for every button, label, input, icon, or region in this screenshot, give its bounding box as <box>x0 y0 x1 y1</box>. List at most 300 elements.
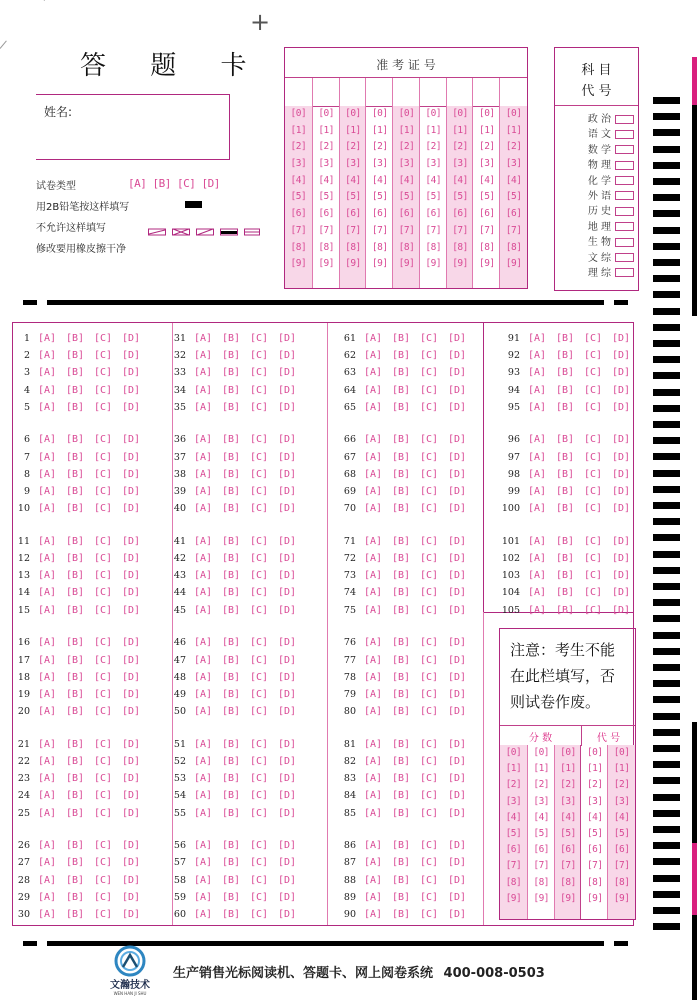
answer-bubble-d[interactable]: [D] <box>122 587 141 599</box>
answer-bubble-d[interactable]: [D] <box>278 908 297 920</box>
answer-bubble-a[interactable]: [A] <box>528 553 547 565</box>
answer-bubble-a[interactable]: [A] <box>38 434 57 446</box>
exam-id-bubble[interactable]: [9] <box>318 258 334 270</box>
answer-bubble-c[interactable]: [C] <box>94 367 113 379</box>
answer-bubble-d[interactable]: [D] <box>278 503 297 515</box>
answer-bubble-c[interactable]: [C] <box>94 486 113 497</box>
answer-bubble-c[interactable]: [C] <box>420 755 439 767</box>
answer-bubble-a[interactable]: [A] <box>194 807 213 819</box>
answer-bubble-b[interactable]: [B] <box>556 350 575 362</box>
score-bubble[interactable]: [0] <box>505 747 522 758</box>
answer-bubble-d[interactable]: [D] <box>122 401 141 413</box>
answer-bubble-d[interactable]: [D] <box>448 706 467 718</box>
exam-id-bubble[interactable]: [9] <box>398 258 415 270</box>
exam-id-bubble[interactable]: [2] <box>452 141 468 153</box>
exam-id-bubble[interactable]: [0] <box>398 108 415 119</box>
answer-bubble-d[interactable]: [D] <box>278 604 297 616</box>
answer-bubble-c[interactable]: [C] <box>94 384 113 396</box>
score-bubble[interactable]: [1] <box>505 763 522 775</box>
answer-bubble-d[interactable]: [D] <box>278 401 297 413</box>
answer-bubble-a[interactable]: [A] <box>364 401 383 413</box>
answer-bubble-b[interactable]: [B] <box>392 503 411 515</box>
exam-id-bubble[interactable]: [6] <box>425 208 442 220</box>
answer-bubble-d[interactable]: [D] <box>278 840 297 852</box>
answer-bubble-b[interactable]: [B] <box>556 468 575 480</box>
exam-id-bubble[interactable]: [2] <box>371 141 388 153</box>
answer-bubble-d[interactable]: [D] <box>278 688 297 700</box>
answer-bubble-d[interactable]: [D] <box>278 451 297 463</box>
score-bubble[interactable]: [0] <box>560 747 576 758</box>
subject-item[interactable] <box>555 266 638 281</box>
answer-bubble-d[interactable]: [D] <box>122 333 141 344</box>
answer-bubble-a[interactable]: [A] <box>38 486 57 497</box>
answer-bubble-a[interactable]: [A] <box>38 688 57 700</box>
answer-bubble-b[interactable]: [B] <box>66 468 85 480</box>
answer-bubble-b[interactable]: [B] <box>66 706 85 718</box>
answer-bubble-d[interactable]: [D] <box>448 535 467 547</box>
answer-bubble-a[interactable]: [A] <box>528 384 547 396</box>
exam-id-bubble[interactable]: [8] <box>452 241 468 253</box>
answer-bubble-b[interactable]: [B] <box>556 333 575 344</box>
exam-id-bubble[interactable]: [1] <box>290 124 307 136</box>
answer-bubble-c[interactable]: [C] <box>250 333 269 344</box>
answer-bubble-c[interactable]: [C] <box>420 451 439 463</box>
answer-bubble-b[interactable]: [B] <box>222 738 241 750</box>
exam-id-bubble[interactable]: [5] <box>505 191 522 203</box>
answer-bubble-b[interactable]: [B] <box>392 401 411 413</box>
score-bubble[interactable]: [8] <box>560 876 576 888</box>
exam-id-bubble[interactable]: [6] <box>371 208 388 220</box>
answer-bubble-a[interactable]: [A] <box>194 773 213 785</box>
answer-bubble-b[interactable]: [B] <box>222 587 241 599</box>
exam-id-bubble[interactable]: [2] <box>478 141 495 153</box>
answer-bubble-a[interactable]: [A] <box>194 367 213 379</box>
subject-bubble[interactable] <box>615 222 634 231</box>
exam-id-bubble[interactable]: [1] <box>398 124 415 136</box>
answer-bubble-c[interactable]: [C] <box>250 688 269 700</box>
answer-bubble-d[interactable]: [D] <box>278 333 297 344</box>
answer-bubble-d[interactable]: [D] <box>278 434 297 446</box>
answer-bubble-a[interactable]: [A] <box>364 891 383 903</box>
answer-bubble-c[interactable]: [C] <box>250 468 269 480</box>
answer-bubble-a[interactable]: [A] <box>38 384 57 396</box>
answer-bubble-b[interactable]: [B] <box>222 535 241 547</box>
answer-bubble-d[interactable]: [D] <box>612 553 631 565</box>
answer-bubble-c[interactable]: [C] <box>420 807 439 819</box>
answer-bubble-c[interactable]: [C] <box>94 891 113 903</box>
answer-bubble-c[interactable]: [C] <box>420 908 439 920</box>
answer-bubble-b[interactable]: [B] <box>66 773 85 785</box>
score-bubble[interactable]: [7] <box>613 860 630 872</box>
exam-id-bubble[interactable]: [9] <box>452 258 468 270</box>
answer-bubble-c[interactable]: [C] <box>420 503 439 515</box>
exam-id-bubble[interactable]: [5] <box>345 191 361 203</box>
answer-bubble-d[interactable]: [D] <box>448 688 467 700</box>
answer-bubble-d[interactable]: [D] <box>122 350 141 362</box>
exam-id-bubble[interactable]: [2] <box>290 141 307 153</box>
answer-bubble-b[interactable]: [B] <box>222 384 241 396</box>
answer-bubble-c[interactable]: [C] <box>250 637 269 649</box>
answer-bubble-a[interactable]: [A] <box>528 350 547 362</box>
answer-bubble-a[interactable]: [A] <box>364 587 383 599</box>
answer-bubble-b[interactable]: [B] <box>222 604 241 616</box>
exam-id-bubble[interactable]: [4] <box>290 174 307 186</box>
answer-bubble-c[interactable]: [C] <box>94 451 113 463</box>
answer-bubble-c[interactable]: [C] <box>94 468 113 480</box>
answer-bubble-b[interactable]: [B] <box>66 637 85 649</box>
answer-bubble-a[interactable]: [A] <box>364 738 383 750</box>
answer-bubble-b[interactable]: [B] <box>222 706 241 718</box>
answer-bubble-a[interactable]: [A] <box>194 688 213 700</box>
answer-bubble-d[interactable]: [D] <box>448 790 467 802</box>
score-bubble[interactable]: [3] <box>560 795 576 807</box>
answer-bubble-a[interactable]: [A] <box>194 908 213 920</box>
answer-bubble-c[interactable]: [C] <box>420 654 439 666</box>
score-bubble[interactable]: [4] <box>505 811 522 823</box>
answer-bubble-c[interactable]: [C] <box>94 350 113 362</box>
exam-id-bubble[interactable]: [8] <box>345 241 361 253</box>
answer-bubble-a[interactable]: [A] <box>364 367 383 379</box>
score-bubble[interactable]: [6] <box>533 844 550 856</box>
answer-bubble-a[interactable]: [A] <box>38 840 57 852</box>
answer-bubble-d[interactable]: [D] <box>448 755 467 767</box>
answer-bubble-b[interactable]: [B] <box>66 671 85 683</box>
answer-bubble-d[interactable]: [D] <box>278 637 297 649</box>
answer-bubble-a[interactable]: [A] <box>528 503 547 515</box>
answer-bubble-b[interactable]: [B] <box>556 604 575 616</box>
exam-id-bubble[interactable]: [9] <box>371 258 388 270</box>
answer-bubble-b[interactable]: [B] <box>556 587 575 599</box>
answer-bubble-b[interactable]: [B] <box>222 367 241 379</box>
answer-bubble-b[interactable]: [B] <box>556 451 575 463</box>
answer-bubble-a[interactable]: [A] <box>364 468 383 480</box>
subject-bubble[interactable] <box>615 130 634 139</box>
answer-bubble-a[interactable]: [A] <box>364 755 383 767</box>
answer-bubble-a[interactable]: [A] <box>194 891 213 903</box>
score-bubble[interactable]: [0] <box>586 747 603 758</box>
answer-bubble-c[interactable]: [C] <box>94 570 113 582</box>
answer-bubble-a[interactable]: [A] <box>38 401 57 413</box>
score-bubble[interactable]: [9] <box>505 892 522 904</box>
answer-bubble-d[interactable]: [D] <box>612 468 631 480</box>
subject-item[interactable] <box>555 127 638 142</box>
answer-bubble-a[interactable]: [A] <box>38 570 57 582</box>
score-bubble[interactable]: [9] <box>613 892 630 904</box>
answer-bubble-a[interactable]: [A] <box>38 790 57 802</box>
answer-bubble-a[interactable]: [A] <box>38 604 57 616</box>
answer-bubble-b[interactable]: [B] <box>66 755 85 767</box>
answer-bubble-a[interactable]: [A] <box>38 807 57 819</box>
answer-bubble-a[interactable]: [A] <box>38 755 57 767</box>
answer-bubble-b[interactable]: [B] <box>222 857 241 869</box>
answer-bubble-b[interactable]: [B] <box>222 570 241 582</box>
exam-id-bubble[interactable]: [1] <box>318 124 334 136</box>
answer-bubble-d[interactable]: [D] <box>612 401 631 413</box>
answer-bubble-c[interactable]: [C] <box>94 654 113 666</box>
answer-bubble-d[interactable]: [D] <box>448 807 467 819</box>
answer-bubble-c[interactable]: [C] <box>584 570 603 582</box>
answer-bubble-c[interactable]: [C] <box>94 637 113 649</box>
answer-bubble-b[interactable]: [B] <box>556 570 575 582</box>
answer-bubble-a[interactable]: [A] <box>528 468 547 480</box>
exam-id-bubble[interactable]: [7] <box>398 224 415 236</box>
answer-bubble-c[interactable]: [C] <box>584 350 603 362</box>
paper-type-b[interactable]: [B] <box>152 177 171 190</box>
answer-bubble-a[interactable]: [A] <box>38 908 57 920</box>
answer-bubble-b[interactable]: [B] <box>392 738 411 750</box>
answer-bubble-c[interactable]: [C] <box>420 486 439 497</box>
answer-bubble-d[interactable]: [D] <box>448 401 467 413</box>
answer-bubble-d[interactable]: [D] <box>122 367 141 379</box>
answer-bubble-d[interactable]: [D] <box>278 384 297 396</box>
answer-bubble-d[interactable]: [D] <box>612 535 631 547</box>
exam-id-bubble[interactable]: [1] <box>452 124 468 136</box>
answer-bubble-d[interactable]: [D] <box>278 468 297 480</box>
answer-bubble-d[interactable]: [D] <box>122 706 141 718</box>
answer-bubble-c[interactable]: [C] <box>94 553 113 565</box>
answer-bubble-d[interactable]: [D] <box>122 773 141 785</box>
exam-id-bubble[interactable]: [1] <box>425 124 442 136</box>
answer-bubble-c[interactable]: [C] <box>94 503 113 515</box>
answer-bubble-b[interactable]: [B] <box>66 553 85 565</box>
answer-bubble-d[interactable]: [D] <box>122 755 141 767</box>
exam-id-bubble[interactable]: [0] <box>425 108 442 119</box>
answer-bubble-a[interactable]: [A] <box>38 468 57 480</box>
exam-id-bubble[interactable]: [4] <box>478 174 495 186</box>
score-bubble[interactable]: [1] <box>533 763 550 775</box>
score-bubble[interactable]: [5] <box>613 827 630 839</box>
score-bubble[interactable]: [3] <box>586 795 603 807</box>
score-bubble[interactable]: [1] <box>560 763 576 775</box>
answer-bubble-d[interactable]: [D] <box>448 367 467 379</box>
subject-item[interactable] <box>555 143 638 158</box>
answer-bubble-c[interactable]: [C] <box>250 350 269 362</box>
answer-bubble-d[interactable]: [D] <box>278 671 297 683</box>
subject-item[interactable] <box>555 112 638 127</box>
answer-bubble-b[interactable]: [B] <box>392 486 411 497</box>
answer-bubble-c[interactable]: [C] <box>584 553 603 565</box>
subject-bubble[interactable] <box>615 176 634 185</box>
exam-id-bubble[interactable]: [3] <box>371 158 388 170</box>
score-bubble[interactable]: [2] <box>613 779 630 791</box>
answer-bubble-a[interactable]: [A] <box>38 503 57 515</box>
subject-item[interactable] <box>555 204 638 219</box>
answer-bubble-a[interactable]: [A] <box>194 503 213 515</box>
answer-bubble-b[interactable]: [B] <box>66 840 85 852</box>
score-bubble[interactable]: [5] <box>560 827 576 839</box>
answer-bubble-b[interactable]: [B] <box>392 350 411 362</box>
answer-bubble-a[interactable]: [A] <box>194 570 213 582</box>
answer-bubble-b[interactable]: [B] <box>392 451 411 463</box>
answer-bubble-b[interactable]: [B] <box>392 535 411 547</box>
exam-id-bubble[interactable]: [9] <box>345 258 361 270</box>
answer-bubble-d[interactable]: [D] <box>448 503 467 515</box>
exam-id-bubble[interactable]: [4] <box>505 174 522 186</box>
answer-bubble-a[interactable]: [A] <box>364 857 383 869</box>
answer-bubble-a[interactable]: [A] <box>364 671 383 683</box>
answer-bubble-a[interactable]: [A] <box>38 535 57 547</box>
answer-bubble-b[interactable]: [B] <box>392 773 411 785</box>
answer-bubble-b[interactable]: [B] <box>556 367 575 379</box>
exam-id-bubble[interactable]: [9] <box>425 258 442 270</box>
answer-bubble-a[interactable]: [A] <box>364 384 383 396</box>
answer-bubble-c[interactable]: [C] <box>584 486 603 497</box>
answer-bubble-a[interactable]: [A] <box>38 587 57 599</box>
exam-id-bubble[interactable]: [9] <box>478 258 495 270</box>
answer-bubble-d[interactable]: [D] <box>448 857 467 869</box>
answer-bubble-c[interactable]: [C] <box>250 401 269 413</box>
score-bubble[interactable]: [5] <box>533 827 550 839</box>
answer-bubble-b[interactable]: [B] <box>392 553 411 565</box>
score-bubble[interactable]: [9] <box>533 892 550 904</box>
answer-bubble-c[interactable]: [C] <box>94 857 113 869</box>
exam-id-bubble[interactable]: [6] <box>318 208 334 220</box>
answer-bubble-b[interactable]: [B] <box>222 637 241 649</box>
answer-bubble-a[interactable]: [A] <box>38 738 57 750</box>
answer-bubble-c[interactable]: [C] <box>250 840 269 852</box>
answer-bubble-b[interactable]: [B] <box>222 401 241 413</box>
answer-bubble-a[interactable]: [A] <box>38 857 57 869</box>
exam-id-bubble[interactable]: [3] <box>452 158 468 170</box>
name-field[interactable] <box>36 94 230 160</box>
subject-bubble[interactable] <box>615 253 634 262</box>
answer-bubble-c[interactable]: [C] <box>584 535 603 547</box>
answer-bubble-b[interactable]: [B] <box>222 671 241 683</box>
answer-bubble-c[interactable]: [C] <box>94 874 113 886</box>
answer-bubble-c[interactable]: [C] <box>420 773 439 785</box>
answer-bubble-a[interactable]: [A] <box>364 604 383 616</box>
answer-bubble-b[interactable]: [B] <box>222 688 241 700</box>
score-bubble[interactable]: [3] <box>533 795 550 807</box>
answer-bubble-c[interactable]: [C] <box>250 486 269 497</box>
score-bubble[interactable]: [2] <box>586 779 603 791</box>
answer-bubble-a[interactable]: [A] <box>528 401 547 413</box>
answer-bubble-b[interactable]: [B] <box>66 587 85 599</box>
answer-bubble-c[interactable]: [C] <box>94 773 113 785</box>
answer-bubble-a[interactable]: [A] <box>364 486 383 497</box>
answer-bubble-c[interactable]: [C] <box>420 401 439 413</box>
answer-bubble-c[interactable]: [C] <box>94 738 113 750</box>
answer-bubble-a[interactable]: [A] <box>194 587 213 599</box>
answer-bubble-d[interactable]: [D] <box>122 503 141 515</box>
answer-bubble-a[interactable]: [A] <box>364 688 383 700</box>
exam-id-bubble[interactable]: [8] <box>318 241 334 253</box>
answer-bubble-b[interactable]: [B] <box>222 486 241 497</box>
exam-id-bubble[interactable]: [4] <box>425 174 442 186</box>
answer-bubble-d[interactable]: [D] <box>448 553 467 565</box>
score-bubble[interactable]: [3] <box>505 795 522 807</box>
answer-bubble-c[interactable]: [C] <box>250 367 269 379</box>
answer-bubble-a[interactable]: [A] <box>528 535 547 547</box>
score-bubble[interactable]: [5] <box>505 827 522 839</box>
exam-id-bubble[interactable]: [7] <box>290 224 307 236</box>
answer-bubble-d[interactable]: [D] <box>278 570 297 582</box>
answer-bubble-b[interactable]: [B] <box>222 773 241 785</box>
exam-id-bubble[interactable]: [8] <box>478 241 495 253</box>
exam-id-bubble[interactable]: [9] <box>290 258 307 270</box>
answer-bubble-b[interactable]: [B] <box>66 908 85 920</box>
answer-bubble-a[interactable]: [A] <box>528 333 547 344</box>
answer-bubble-a[interactable]: [A] <box>194 874 213 886</box>
answer-bubble-d[interactable]: [D] <box>278 486 297 497</box>
answer-bubble-d[interactable]: [D] <box>278 553 297 565</box>
score-bubble[interactable]: [8] <box>586 876 603 888</box>
answer-bubble-c[interactable]: [C] <box>584 468 603 480</box>
answer-bubble-b[interactable]: [B] <box>222 908 241 920</box>
exam-id-bubble[interactable]: [3] <box>318 158 334 170</box>
answer-bubble-c[interactable]: [C] <box>420 671 439 683</box>
answer-bubble-b[interactable]: [B] <box>222 503 241 515</box>
answer-bubble-c[interactable]: [C] <box>94 908 113 920</box>
answer-bubble-d[interactable]: [D] <box>278 535 297 547</box>
answer-bubble-b[interactable]: [B] <box>392 840 411 852</box>
answer-bubble-d[interactable]: [D] <box>448 570 467 582</box>
answer-bubble-c[interactable]: [C] <box>420 468 439 480</box>
answer-bubble-c[interactable]: [C] <box>94 840 113 852</box>
answer-bubble-c[interactable]: [C] <box>420 350 439 362</box>
subject-item[interactable] <box>555 251 638 266</box>
answer-bubble-c[interactable]: [C] <box>420 738 439 750</box>
score-bubble[interactable]: [1] <box>586 763 603 775</box>
answer-bubble-b[interactable]: [B] <box>392 857 411 869</box>
answer-bubble-a[interactable]: [A] <box>528 587 547 599</box>
answer-bubble-d[interactable]: [D] <box>278 857 297 869</box>
subject-bubble[interactable] <box>615 145 634 154</box>
exam-id-bubble[interactable]: [7] <box>452 224 468 236</box>
answer-bubble-c[interactable]: [C] <box>94 706 113 718</box>
answer-bubble-c[interactable]: [C] <box>250 503 269 515</box>
answer-bubble-d[interactable]: [D] <box>448 671 467 683</box>
answer-bubble-a[interactable]: [A] <box>38 874 57 886</box>
exam-id-bubble[interactable]: [8] <box>505 241 522 253</box>
answer-bubble-d[interactable]: [D] <box>448 350 467 362</box>
answer-bubble-d[interactable]: [D] <box>122 637 141 649</box>
subject-item[interactable] <box>555 189 638 204</box>
answer-bubble-a[interactable]: [A] <box>38 654 57 666</box>
exam-id-bubble[interactable]: [6] <box>478 208 495 220</box>
answer-bubble-c[interactable]: [C] <box>250 706 269 718</box>
answer-bubble-b[interactable]: [B] <box>556 434 575 446</box>
answer-bubble-d[interactable]: [D] <box>122 688 141 700</box>
answer-bubble-c[interactable]: [C] <box>420 874 439 886</box>
answer-bubble-a[interactable]: [A] <box>364 451 383 463</box>
exam-id-bubble[interactable]: [3] <box>505 158 522 170</box>
answer-bubble-b[interactable]: [B] <box>392 587 411 599</box>
score-bubble[interactable]: [2] <box>533 779 550 791</box>
score-bubble[interactable]: [8] <box>613 876 630 888</box>
answer-bubble-d[interactable]: [D] <box>612 333 631 344</box>
answer-bubble-a[interactable]: [A] <box>364 553 383 565</box>
answer-bubble-c[interactable]: [C] <box>94 671 113 683</box>
exam-id-bubble[interactable]: [5] <box>318 191 334 203</box>
answer-bubble-d[interactable]: [D] <box>122 654 141 666</box>
answer-bubble-b[interactable]: [B] <box>66 807 85 819</box>
answer-bubble-d[interactable]: [D] <box>448 451 467 463</box>
answer-bubble-a[interactable]: [A] <box>38 637 57 649</box>
exam-id-bubble[interactable]: [1] <box>371 124 388 136</box>
exam-id-write-row[interactable] <box>285 77 527 107</box>
answer-bubble-c[interactable]: [C] <box>250 874 269 886</box>
answer-bubble-d[interactable]: [D] <box>612 604 631 616</box>
answer-bubble-c[interactable]: [C] <box>94 807 113 819</box>
answer-bubble-d[interactable]: [D] <box>448 637 467 649</box>
exam-id-bubble[interactable]: [4] <box>371 174 388 186</box>
answer-bubble-a[interactable]: [A] <box>38 671 57 683</box>
answer-bubble-d[interactable]: [D] <box>448 773 467 785</box>
exam-id-bubble[interactable]: [5] <box>371 191 388 203</box>
exam-id-bubble[interactable]: [1] <box>478 124 495 136</box>
subject-bubble[interactable] <box>615 161 634 170</box>
